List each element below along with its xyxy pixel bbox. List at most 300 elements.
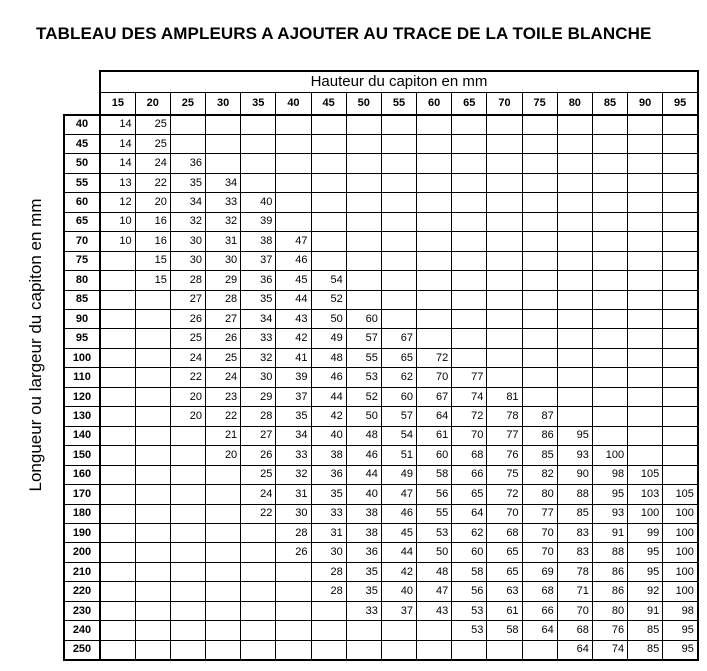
table-cell xyxy=(417,212,452,231)
page-title: TABLEAU DES AMPLEURS A AJOUTER AU TRACE DE LA TOILE BLANCHE xyxy=(36,24,652,43)
column-header: 25 xyxy=(170,92,205,115)
table-cell xyxy=(663,387,698,406)
table-cell: 34 xyxy=(241,310,276,329)
table-cell: 92 xyxy=(628,582,663,601)
table-cell: 50 xyxy=(311,310,346,329)
table-cell xyxy=(135,543,170,562)
table-cell: 60 xyxy=(417,446,452,465)
table-cell: 37 xyxy=(381,601,416,620)
row-header: 190 xyxy=(64,524,100,543)
table-cell xyxy=(663,271,698,290)
table-cell: 70 xyxy=(522,543,557,562)
table-cell xyxy=(241,640,276,659)
table-cell: 33 xyxy=(276,446,311,465)
table-cell xyxy=(170,485,205,504)
table-cell: 72 xyxy=(487,485,522,504)
table-cell: 88 xyxy=(592,543,627,562)
table-cell: 33 xyxy=(346,601,381,620)
table-cell: 85 xyxy=(628,640,663,659)
table-row xyxy=(64,485,698,504)
table-cell: 56 xyxy=(417,485,452,504)
table-row xyxy=(64,173,698,192)
table-cell xyxy=(628,193,663,212)
table-cell: 98 xyxy=(592,465,627,484)
table-cell: 38 xyxy=(241,232,276,251)
table-cell: 105 xyxy=(628,465,663,484)
table-cell xyxy=(170,446,205,465)
table-cell xyxy=(170,582,205,601)
table-cell xyxy=(381,271,416,290)
table-cell xyxy=(592,310,627,329)
table-cell xyxy=(487,115,522,134)
table-cell xyxy=(100,348,135,367)
table-cell: 70 xyxy=(557,601,592,620)
table-cell: 86 xyxy=(592,562,627,581)
table-cell xyxy=(135,407,170,426)
table-cell xyxy=(135,582,170,601)
table-cell xyxy=(628,329,663,348)
table-cell: 25 xyxy=(241,465,276,484)
table-cell xyxy=(522,368,557,387)
table-cell xyxy=(663,154,698,173)
table-cell xyxy=(135,368,170,387)
table-cell xyxy=(135,329,170,348)
table-cell: 48 xyxy=(346,426,381,445)
table-cell xyxy=(592,348,627,367)
table-cell: 68 xyxy=(452,446,487,465)
table-cell xyxy=(311,134,346,153)
table-cell xyxy=(417,271,452,290)
table-cell xyxy=(592,290,627,309)
table-cell xyxy=(452,329,487,348)
table-cell: 29 xyxy=(241,387,276,406)
table-cell: 44 xyxy=(346,465,381,484)
table-cell: 52 xyxy=(346,387,381,406)
table-cell xyxy=(417,290,452,309)
table-cell: 36 xyxy=(311,465,346,484)
table-cell xyxy=(592,232,627,251)
table-cell xyxy=(452,212,487,231)
table-cell: 51 xyxy=(381,446,416,465)
table-cell xyxy=(346,271,381,290)
table-cell: 100 xyxy=(663,543,698,562)
table-cell xyxy=(628,348,663,367)
table-cell xyxy=(592,387,627,406)
table-cell xyxy=(311,193,346,212)
table-cell: 20 xyxy=(135,193,170,212)
table-cell xyxy=(206,543,241,562)
table-cell xyxy=(452,173,487,192)
table-cell: 99 xyxy=(628,524,663,543)
table-cell: 14 xyxy=(100,115,135,134)
table-cell: 44 xyxy=(381,543,416,562)
table-cell xyxy=(557,154,592,173)
table-row xyxy=(64,310,698,329)
table-cell: 76 xyxy=(592,621,627,640)
table-cell xyxy=(100,271,135,290)
table-cell: 28 xyxy=(276,524,311,543)
table-cell xyxy=(311,251,346,270)
table-cell: 67 xyxy=(417,387,452,406)
table-cell: 65 xyxy=(381,348,416,367)
table-cell: 76 xyxy=(487,446,522,465)
table-cell: 38 xyxy=(346,504,381,523)
row-header: 180 xyxy=(64,504,100,523)
table-cell: 105 xyxy=(663,485,698,504)
table-cell xyxy=(663,310,698,329)
table-cell: 80 xyxy=(592,601,627,620)
table-cell xyxy=(311,232,346,251)
column-header: 35 xyxy=(241,92,276,115)
column-header: 65 xyxy=(452,92,487,115)
table-cell xyxy=(135,524,170,543)
table-cell: 52 xyxy=(311,290,346,309)
table-cell: 55 xyxy=(346,348,381,367)
table-cell: 22 xyxy=(135,173,170,192)
table-cell xyxy=(628,407,663,426)
row-header: 90 xyxy=(64,310,100,329)
table-cell xyxy=(206,154,241,173)
column-header: 90 xyxy=(628,92,663,115)
row-header: 210 xyxy=(64,562,100,581)
table-cell: 54 xyxy=(381,426,416,445)
table-cell xyxy=(592,251,627,270)
table-cell xyxy=(628,446,663,465)
table-cell xyxy=(206,504,241,523)
table-cell: 24 xyxy=(206,368,241,387)
column-axis-label: Hauteur du capiton en mm xyxy=(100,71,698,92)
table-cell: 60 xyxy=(452,543,487,562)
table-cell xyxy=(663,232,698,251)
table-cell xyxy=(100,446,135,465)
table-cell xyxy=(452,290,487,309)
table-cell xyxy=(241,154,276,173)
table-cell xyxy=(100,387,135,406)
table-cell: 38 xyxy=(346,524,381,543)
table-cell: 25 xyxy=(170,329,205,348)
table-cell: 85 xyxy=(557,504,592,523)
row-header: 45 xyxy=(64,134,100,153)
table-cell: 35 xyxy=(346,562,381,581)
table-cell xyxy=(522,193,557,212)
table-cell: 47 xyxy=(417,582,452,601)
table-cell: 30 xyxy=(241,368,276,387)
table-cell xyxy=(346,193,381,212)
table-cell: 60 xyxy=(381,387,416,406)
table-cell xyxy=(452,193,487,212)
table-cell: 83 xyxy=(557,543,592,562)
table-row xyxy=(64,387,698,406)
table-cell xyxy=(417,232,452,251)
table-cell xyxy=(135,290,170,309)
table-cell: 88 xyxy=(557,485,592,504)
row-header: 70 xyxy=(64,232,100,251)
table-cell: 95 xyxy=(592,485,627,504)
table-cell: 29 xyxy=(206,271,241,290)
table-cell: 34 xyxy=(206,173,241,192)
table-cell xyxy=(592,212,627,231)
table-cell xyxy=(311,621,346,640)
table-cell: 46 xyxy=(311,368,346,387)
table-cell: 62 xyxy=(452,524,487,543)
table-cell xyxy=(170,621,205,640)
table-cell xyxy=(100,504,135,523)
table-cell xyxy=(170,562,205,581)
table-cell: 71 xyxy=(557,582,592,601)
table-cell xyxy=(241,621,276,640)
table-cell xyxy=(663,426,698,445)
table-cell xyxy=(241,115,276,134)
table-cell: 66 xyxy=(522,601,557,620)
table-cell: 24 xyxy=(170,348,205,367)
table-cell: 57 xyxy=(346,329,381,348)
table-row xyxy=(64,407,698,426)
table-cell: 30 xyxy=(206,251,241,270)
table-cell: 28 xyxy=(241,407,276,426)
table-cell xyxy=(311,212,346,231)
table-cell xyxy=(663,115,698,134)
table-cell: 65 xyxy=(452,485,487,504)
table-cell xyxy=(628,290,663,309)
row-header: 220 xyxy=(64,582,100,601)
table-cell xyxy=(346,621,381,640)
table-cell xyxy=(487,290,522,309)
table-cell xyxy=(452,154,487,173)
table-cell: 61 xyxy=(417,426,452,445)
table-row xyxy=(64,640,698,659)
table-cell xyxy=(346,251,381,270)
table-cell: 64 xyxy=(452,504,487,523)
table-cell: 22 xyxy=(241,504,276,523)
table-cell: 77 xyxy=(487,426,522,445)
table-cell: 83 xyxy=(557,524,592,543)
table-cell xyxy=(592,154,627,173)
table-cell xyxy=(557,115,592,134)
table-cell: 95 xyxy=(628,543,663,562)
table-cell xyxy=(557,232,592,251)
table-cell xyxy=(135,446,170,465)
table-cell: 10 xyxy=(100,232,135,251)
table-cell xyxy=(417,154,452,173)
table-cell xyxy=(241,601,276,620)
table-cell xyxy=(557,173,592,192)
table-cell xyxy=(276,173,311,192)
table-cell xyxy=(557,348,592,367)
table-cell: 65 xyxy=(487,562,522,581)
column-header: 85 xyxy=(592,92,627,115)
table-cell xyxy=(276,134,311,153)
table-cell xyxy=(346,290,381,309)
column-header: 20 xyxy=(135,92,170,115)
table-cell xyxy=(557,329,592,348)
table-cell xyxy=(592,426,627,445)
table-cell xyxy=(206,485,241,504)
column-header: 30 xyxy=(206,92,241,115)
table-cell xyxy=(170,134,205,153)
table-cell xyxy=(100,582,135,601)
table-cell: 24 xyxy=(241,485,276,504)
table-cell: 26 xyxy=(241,446,276,465)
table-cell xyxy=(487,368,522,387)
table-cell xyxy=(663,348,698,367)
table-cell: 32 xyxy=(206,212,241,231)
table-cell xyxy=(663,407,698,426)
column-header: 80 xyxy=(557,92,592,115)
table-cell xyxy=(206,582,241,601)
table-cell: 31 xyxy=(206,232,241,251)
row-header: 250 xyxy=(64,640,100,659)
table-row xyxy=(64,504,698,523)
table-cell: 77 xyxy=(452,368,487,387)
table-cell xyxy=(170,543,205,562)
table-cell xyxy=(206,562,241,581)
corner-blank xyxy=(64,92,100,115)
table-cell: 16 xyxy=(135,212,170,231)
table-cell: 43 xyxy=(417,601,452,620)
row-header: 40 xyxy=(64,115,100,134)
table-cell xyxy=(592,368,627,387)
table-cell xyxy=(206,134,241,153)
row-header: 160 xyxy=(64,465,100,484)
table-cell: 95 xyxy=(628,562,663,581)
column-header: 70 xyxy=(487,92,522,115)
table-row xyxy=(64,115,698,134)
table-cell xyxy=(241,562,276,581)
table-cell: 40 xyxy=(346,485,381,504)
table-cell xyxy=(100,485,135,504)
table-cell xyxy=(381,134,416,153)
table-cell xyxy=(346,232,381,251)
table-cell: 40 xyxy=(381,582,416,601)
table-cell: 100 xyxy=(663,562,698,581)
table-cell xyxy=(100,621,135,640)
table-cell xyxy=(663,465,698,484)
table-cell xyxy=(346,134,381,153)
amplitude-table xyxy=(63,70,699,661)
table-cell: 81 xyxy=(487,387,522,406)
table-cell: 20 xyxy=(170,387,205,406)
table-cell xyxy=(663,173,698,192)
table-cell xyxy=(522,232,557,251)
table-cell xyxy=(100,368,135,387)
row-header: 120 xyxy=(64,387,100,406)
table-cell: 28 xyxy=(311,582,346,601)
table-cell: 54 xyxy=(311,271,346,290)
table-cell: 91 xyxy=(592,524,627,543)
table-cell xyxy=(311,640,346,659)
table-cell xyxy=(487,251,522,270)
table-cell: 74 xyxy=(452,387,487,406)
table-cell xyxy=(522,329,557,348)
table-cell: 67 xyxy=(381,329,416,348)
table-cell: 25 xyxy=(135,115,170,134)
table-cell: 64 xyxy=(557,640,592,659)
table-cell: 98 xyxy=(663,601,698,620)
table-cell xyxy=(346,212,381,231)
table-cell xyxy=(628,310,663,329)
table-cell: 43 xyxy=(276,310,311,329)
table-cell: 27 xyxy=(241,426,276,445)
table-cell xyxy=(417,173,452,192)
table-cell xyxy=(628,271,663,290)
column-header: 40 xyxy=(276,92,311,115)
table-cell xyxy=(592,329,627,348)
table-cell xyxy=(170,426,205,445)
table-cell xyxy=(170,640,205,659)
table-cell: 91 xyxy=(628,601,663,620)
row-header: 55 xyxy=(64,173,100,192)
table-cell: 57 xyxy=(381,407,416,426)
column-header: 60 xyxy=(417,92,452,115)
table-cell xyxy=(592,134,627,153)
table-cell xyxy=(452,232,487,251)
table-cell: 37 xyxy=(276,387,311,406)
table-cell xyxy=(135,310,170,329)
table-cell: 70 xyxy=(452,426,487,445)
table-cell xyxy=(487,232,522,251)
table-cell: 46 xyxy=(276,251,311,270)
row-header: 50 xyxy=(64,154,100,173)
table-cell: 31 xyxy=(311,524,346,543)
table-cell xyxy=(663,368,698,387)
table-row xyxy=(64,543,698,562)
table-cell xyxy=(417,329,452,348)
table-cell: 68 xyxy=(522,582,557,601)
column-header: 55 xyxy=(381,92,416,115)
table-cell: 69 xyxy=(522,562,557,581)
table-cell: 95 xyxy=(557,426,592,445)
table-cell: 35 xyxy=(276,407,311,426)
table-cell: 14 xyxy=(100,154,135,173)
table-cell xyxy=(417,310,452,329)
table-cell xyxy=(170,504,205,523)
table-cell xyxy=(206,640,241,659)
table-cell: 86 xyxy=(592,582,627,601)
table-cell xyxy=(135,387,170,406)
table-cell xyxy=(135,504,170,523)
table-cell xyxy=(628,368,663,387)
table-cell xyxy=(100,465,135,484)
table-cell xyxy=(487,173,522,192)
column-header: 95 xyxy=(663,92,698,115)
table-row xyxy=(64,154,698,173)
table-cell: 33 xyxy=(311,504,346,523)
table-cell xyxy=(487,212,522,231)
table-cell: 95 xyxy=(663,621,698,640)
table-cell xyxy=(276,582,311,601)
row-header: 110 xyxy=(64,368,100,387)
table-cell xyxy=(628,154,663,173)
table-cell xyxy=(557,134,592,153)
table-cell: 41 xyxy=(276,348,311,367)
table-cell xyxy=(628,212,663,231)
table-cell: 35 xyxy=(311,485,346,504)
table-cell: 93 xyxy=(557,446,592,465)
table-cell: 78 xyxy=(557,562,592,581)
table-cell xyxy=(381,154,416,173)
table-cell: 58 xyxy=(487,621,522,640)
table-cell xyxy=(487,271,522,290)
table-cell: 33 xyxy=(241,329,276,348)
table-cell xyxy=(663,134,698,153)
table-cell xyxy=(241,134,276,153)
table-cell: 82 xyxy=(522,465,557,484)
table-cell xyxy=(241,543,276,562)
row-header: 140 xyxy=(64,426,100,445)
table-cell: 48 xyxy=(417,562,452,581)
table-cell: 58 xyxy=(417,465,452,484)
table-cell xyxy=(276,562,311,581)
